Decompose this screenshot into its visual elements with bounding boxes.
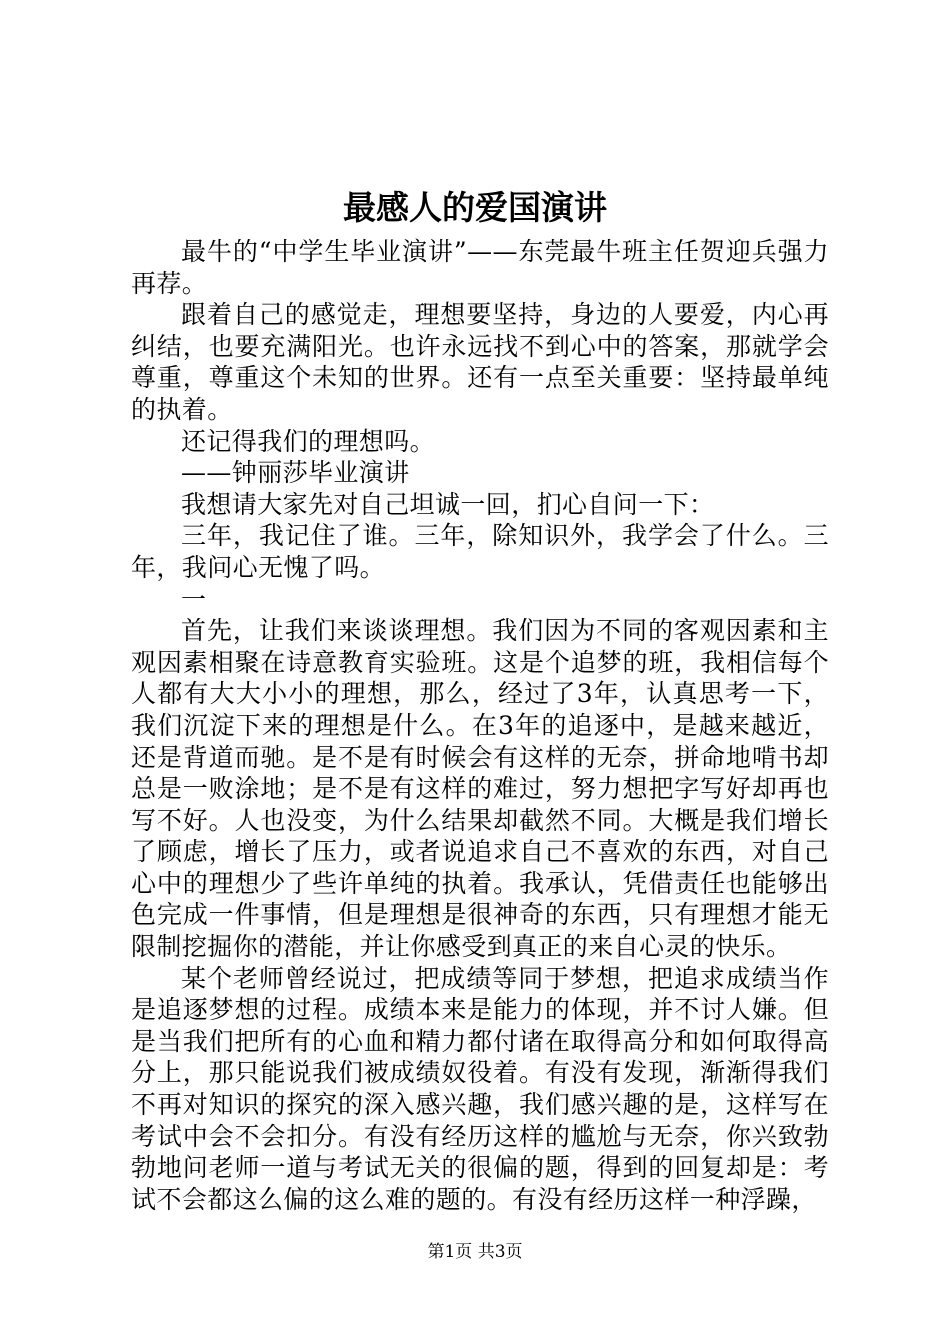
paragraph: 最牛的“中学生毕业演讲”——东莞最牛班主任贺迎兵强力再荐。 [131, 237, 829, 298]
paragraph: ——钟丽莎毕业演讲 [181, 458, 410, 488]
paragraph: 某个老师曾经说过，把成绩等同于梦想，把追求成绩当作是追逐梦想的过程。成绩本来是能力的体现，并不讨人嫌。但是当我们把所有的心血和精力都付诸在取得高分和如何取得高分上，那只能说我们被成绩奴役着。有没有发现，渐渐得我们不再对知识的探究的深入感兴趣，我们感兴趣的是，这样写在考试中会不会扣分。有没有经历这样的尴尬与无奈，你兴致勃勃地问老师一道与考试无关的很偏的题，得到的回复却是：考试不会都这么偏的这么难的题的。有没有经历这样一种浮躁， [131, 963, 829, 1214]
paragraph: 三年，我记住了谁。三年，除知识外，我学会了什么。三年，我问心无愧了吗。 [131, 521, 829, 582]
paragraph: 首先，让我们来谈谈理想。我们因为不同的客观因素和主观因素相聚在诗意教育实验班。这是个追梦的班，我相信每个人都有大大小小的理想，那么，经过了3年，认真思考一下，我们沉淀下来的理想是什么。在3年的追逐中，是越来越近，还是背道而驰。是不是有时候会有这样的无奈，拼命地啃书却总是一败涂地；是不是有这样的难过，努力想把字写好却再也写不好。人也没变，为什么结果却截然不同。大概是我们增长了顾虑，增长了压力，或者说追求自己不喜欢的东西，对自己心中的理想少了些许单纯的执着。我承认，凭借责任也能够出色完成一件事情，但是理想是很神奇的东西，只有理想才能无限制挖掘你的潜能，并让你感受到真正的来自心灵的快乐。 [131, 616, 829, 962]
section-number: 一 [181, 584, 207, 614]
page-footer: 第1页 共3页 [427, 1242, 523, 1262]
paragraph: 跟着自己的感觉走，理想要坚持，身边的人要爱，内心再纠结，也要充满阳光。也许永远找不到心中的答案，那就学会尊重，尊重这个未知的世界。还有一点至关重要：坚持最单纯的执着。 [131, 300, 829, 424]
paragraph: 我想请大家先对自己坦诚一回，扪心自问一下： [181, 489, 715, 519]
document-title: 最感人的爱国演讲 [343, 188, 607, 227]
document-body [131, 236, 829, 1215]
paragraph: 还记得我们的理想吗。 [181, 426, 436, 456]
